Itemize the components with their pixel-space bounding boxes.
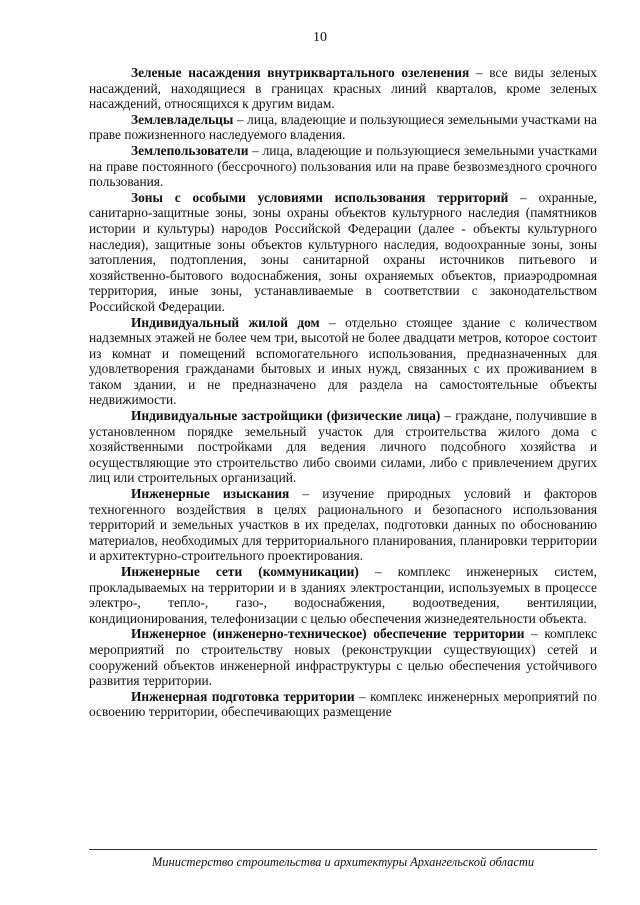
definition-text: – изучение природных условий и факторов техногенного воздействия в целях рационального и безопасного использования территорий и земельных участков в их пределах, подготовки данных по обоснованию материалов, необходимых для территориального планирования, планировки территории и архитектурно-строительного проектирования. [89,486,597,564]
definition-term: Зоны с особыми условиями использования территорий [131,189,509,205]
definition-paragraph [89,564,597,626]
document-body [89,65,597,720]
definition-term: Индивидуальные застройщики (физические лица) [131,408,441,424]
definition-paragraph [89,190,597,315]
definition-text: – лица, владеющие и пользующиеся земельными участками на праве пожизненного наследуемого владения. [89,111,597,143]
definition-term: Индивидуальный жилой дом [131,314,320,330]
definition-paragraph [89,689,597,720]
definition-paragraph [89,65,597,112]
page-number: 10 [313,30,327,45]
definition-paragraph [89,408,597,486]
definition-paragraph [89,626,597,688]
definition-text: – комплекс мероприятий по строительству новых (реконструкции существующих) сетей и сооружений объектов инженерной инфраструктуры с целью обеспечения устойчивого развития территории. [89,626,597,689]
page-footer: Министерство строительства и архитектуры Архангельской области [151,855,535,869]
footer-divider [89,849,597,850]
definition-text: – отдельно стоящее здание с количеством надземных этажей не более чем три, высотой не более двадцати метров, которое состоит из комнат и помещений вспомогательного использования, предназначенных для удовлетворения гражданами бытовых и иных нужд, связанных с их проживанием в таком здании, и не предназначено для раздела на самостоятельные объекты недвижимости. [89,314,597,408]
definition-text: – все виды зеленых насаждений, находящиеся в границах красных линий кварталов, кроме зеленых насаждений, относящихся к другим видам. [89,65,597,112]
definition-text: – комплекс инженерных мероприятий по освоению территории, обеспечивающих размещение [89,688,597,720]
definition-term: Зеленые насаждения внутриквартального озеленения [131,65,470,80]
definition-paragraph [89,112,597,143]
definition-paragraph [89,143,597,190]
definition-term: Инженерная подготовка территории [131,688,355,704]
definition-term: Инженерные изыскания [131,486,290,502]
definition-term: Землевладельцы [131,111,234,127]
definition-paragraph [89,486,597,564]
definition-term: Инженерные сети (коммуникации) [121,564,359,579]
definition-term: Землепользователи [131,142,249,158]
definition-text: – комплекс инженерных систем, прокладываемых на территории и в зданиях электростанции, используемых в процессе электро-, тепло-, газо-, водоснабжения, водоотведения, вентиляции, кондиционирования, телефонизации с целью обеспечения жизнедеятельности объекта. [89,564,598,626]
definition-text: – охранные, санитарно-защитные зоны, зоны охраны объектов культурного наследия (памятников истории и культуры) народов Российской Федерации (далее - объекты культурного наследия), защитные зоны объектов культурного наследия, водоохранные зоны, зоны затопления, подтопления, зоны санитарной охраны источников питьевого и хозяйственно-бытового водоснабжения, зоны охраняемых объектов, приаэродромная территория, иные зоны, устанавливаемые в соответствии с законодательством Российской Федерации. [89,189,597,314]
definition-text: – граждане, получившие в установленном порядке земельный участок для строительства жилого дома с хозяйственными постройками для ведения личного подсобного хозяйства и осуществляющие это строительство либо своими силами, либо с привлечением других лиц или строительных организаций. [89,408,597,486]
definition-paragraph [89,315,597,409]
definition-text: – лица, владеющие и пользующиеся земельными участками на праве постоянного (бессрочного) пользования или на праве безвозмездного срочного пользования. [89,142,597,190]
definition-term: Инженерное (инженерно-техническое) обеспечение территории [131,626,525,642]
